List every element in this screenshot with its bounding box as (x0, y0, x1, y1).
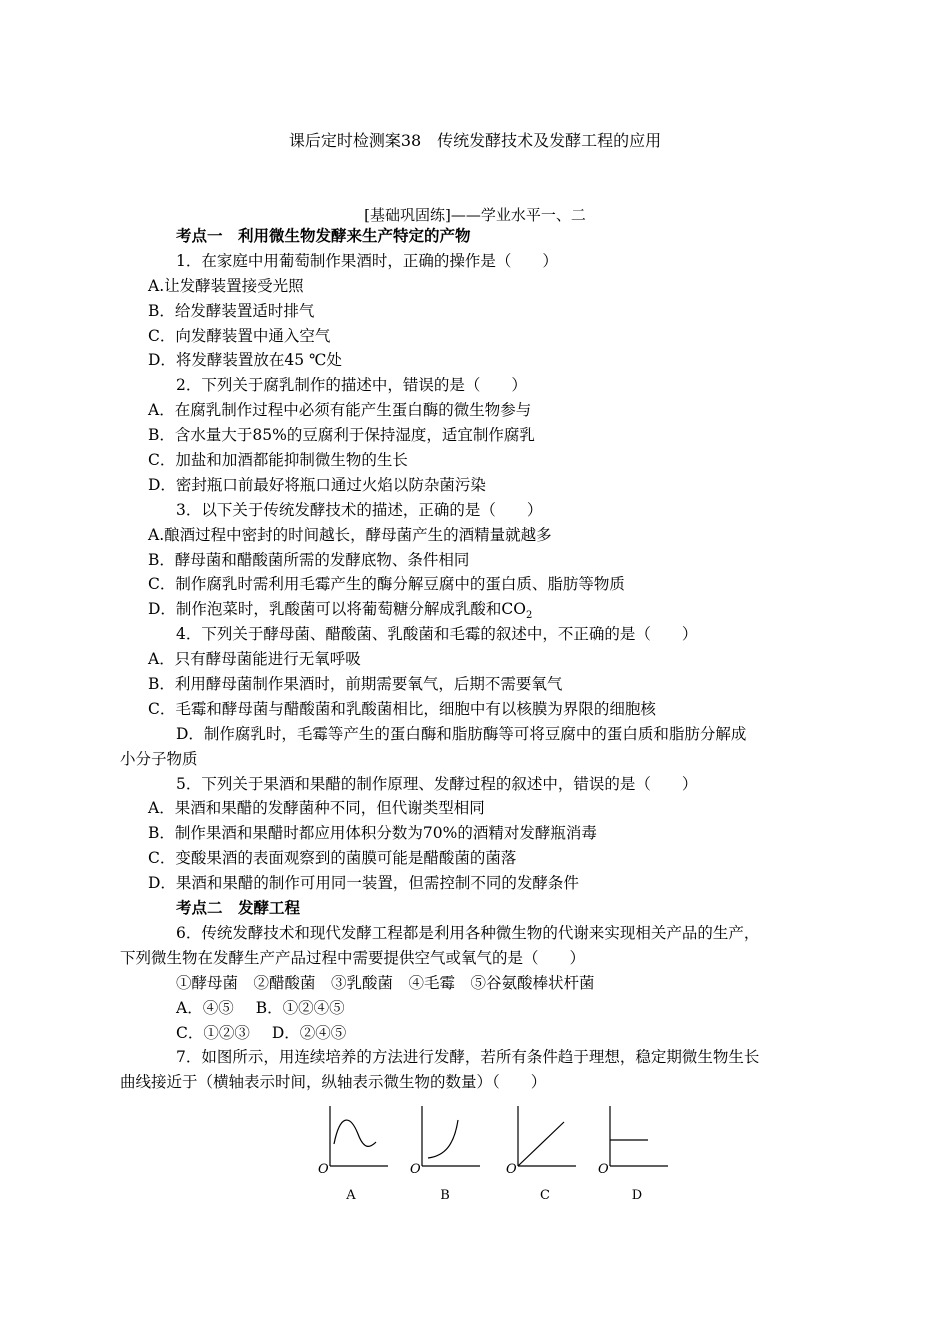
q3-stem: 3．以下关于传统发酵技术的描述，正确的是（ ） (176, 500, 543, 519)
graph-a-label: A (346, 1188, 356, 1203)
q4-option-b: B．利用酵母菌制作果酒时，前期需要氧气，后期不需要氧气 (148, 675, 563, 694)
q7-stem-line2: 曲线接近于（横轴表示时间，纵轴表示微生物的数量）（ ） (120, 1073, 547, 1092)
q7-stem-line1: 7．如图所示，用连续培养的方法进行发酵，若所有条件趋于理想，稳定期微生物生长 (176, 1048, 760, 1067)
q2-option-b: B．含水量大于85%的豆腐利于保持湿度，适宜制作腐乳 (148, 426, 535, 445)
question-body (120, 224, 808, 1095)
q3-option-d (148, 597, 808, 622)
q6-option-d: D．②④⑤ (271, 1023, 347, 1042)
q3-option-b: B．酵母菌和醋酸菌所需的发酵底物、条件相同 (148, 550, 470, 569)
q2-stem: 2．下列关于腐乳制作的描述中，错误的是（ ） (176, 376, 527, 395)
q3-option-d-subscript: 2 (526, 610, 533, 622)
q1-option-b: B．给发酵装置适时排气 (148, 301, 315, 320)
q1-stem: 1．在家庭中用葡萄制作果酒时，正确的操作是（ ） (176, 251, 558, 270)
q1-option-c: C．向发酵装置中通入空气 (148, 326, 331, 345)
graph-b-label: B (440, 1188, 450, 1203)
q4-option-a: A．只有酵母菌能进行无氧呼吸 (148, 650, 361, 669)
q6-option-c: C．①②③ (176, 1023, 250, 1042)
q3-option-d-text: D．制作泡菜时，乳酸菌可以将葡萄糖分解成乳酸和CO (148, 600, 526, 619)
q3-option-a: A.酿酒过程中密封的时间越长，酵母菌产生的酒精量就越多 (148, 525, 552, 544)
q7-figure-set (300, 1100, 680, 1210)
q4-option-d-line1: D．制作腐乳时，毛霉等产生的蛋白酶和脂肪酶等可将豆腐中的蛋白质和脂肪分解成 (176, 724, 747, 743)
q2-option-d: D．密封瓶口前最好将瓶口通过火焰以防杂菌污染 (148, 475, 486, 494)
q6-stem-line1: 6．传统发酵技术和现代发酵工程都是利用各种微生物的代谢来实现相关产品的生产， (176, 923, 760, 942)
topic-heading-1: 考点一 利用微生物发酵来生产特定的产物 (176, 226, 471, 245)
q5-option-d: D．果酒和果醋的制作可用同一装置，但需控制不同的发酵条件 (148, 874, 579, 893)
graph-b-plot (412, 1100, 502, 1190)
q1-option-a: A.让发酵装置接受光照 (148, 276, 304, 295)
q6-stem-line2: 下列微生物在发酵生产产品过程中需要提供空气或氧气的是（ ） (120, 948, 586, 967)
graph-a (320, 1100, 410, 1210)
graph-c-origin: O (506, 1162, 517, 1177)
q6-option-b: B．①②④⑤ (255, 998, 345, 1017)
graph-b-origin: O (410, 1162, 421, 1177)
q6-options-row1 (148, 996, 808, 1021)
q6-option-a: A．④⑤ (176, 998, 234, 1017)
q5-option-a: A．果酒和果醋的发酵菌种不同，但代谢类型相同 (148, 799, 485, 818)
q4-stem: 4．下列关于酵母菌、醋酸菌、乳酸菌和毛霉的叙述中，不正确的是（ ） (176, 625, 698, 644)
graph-c (508, 1100, 598, 1210)
graph-d-label: D (631, 1188, 643, 1203)
q5-option-b: B．制作果酒和果醋时都应用体积分数为70%的酒精对发酵瓶消毒 (148, 824, 597, 843)
q2-option-c: C．加盐和加酒都能抑制微生物的生长 (148, 451, 408, 470)
graph-d-plot (600, 1100, 690, 1190)
q1-option-d: D．将发酵装置放在45 ℃处 (148, 351, 342, 370)
graph-a-origin: O (318, 1162, 329, 1177)
graph-d (600, 1100, 690, 1210)
q5-stem: 5．下列关于果酒和果醋的制作原理、发酵过程的叙述中，错误的是（ ） (176, 774, 698, 793)
q6-items: ①酵母菌 ②醋酸菌 ③乳酸菌 ④毛霉 ⑤谷氨酸棒状杆菌 (176, 973, 595, 992)
graph-c-label: C (540, 1188, 550, 1203)
graph-b (412, 1100, 502, 1210)
q6-options-row2 (148, 1021, 808, 1046)
topic-heading-2: 考点二 发酵工程 (176, 898, 301, 918)
q2-option-a: A．在腐乳制作过程中必须有能产生蛋白酶的微生物参与 (148, 401, 532, 420)
graph-a-plot (320, 1100, 410, 1190)
page-title: 课后定时检测案38 传统发酵技术及发酵工程的应用 (288, 131, 662, 150)
graph-c-plot (508, 1100, 598, 1190)
section-heading: [基础巩固练]——学业水平一、二 (364, 206, 586, 224)
q5-option-c: C．变酸果酒的表面观察到的菌膜可能是醋酸菌的菌落 (148, 849, 517, 868)
q3-option-c: C．制作腐乳时需利用毛霉产生的酶分解豆腐中的蛋白质、脂肪等物质 (148, 575, 625, 594)
q4-option-d-line2: 小分子物质 (120, 749, 198, 768)
q4-option-c: C．毛霉和酵母菌与醋酸菌和乳酸菌相比，细胞中有以核膜为界限的细胞核 (148, 699, 656, 718)
graph-d-origin: O (598, 1162, 609, 1177)
